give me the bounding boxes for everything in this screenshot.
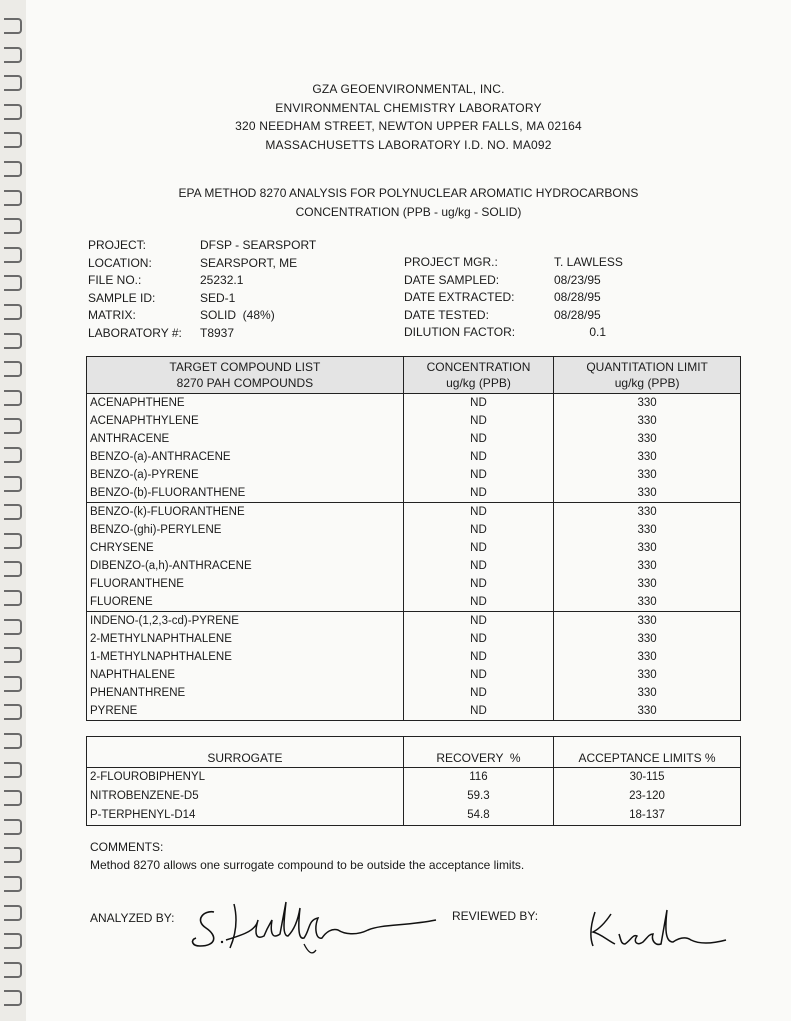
acceptance-limits-value: 23-120: [554, 787, 741, 806]
binding-ring: [4, 132, 22, 148]
matrix-value: SOLID (48%): [200, 308, 275, 322]
binding-ring: [4, 361, 22, 377]
reviewed-by-label: REVIEWED BY:: [452, 909, 539, 923]
table-row: [87, 557, 741, 575]
quantitation-limit-value: 330: [554, 466, 741, 484]
table-row: [87, 448, 741, 466]
quantitation-limit-value: 330: [554, 412, 741, 430]
quantitation-limit-value: 330: [554, 557, 741, 575]
project-mgr-label: PROJECT MGR.:: [404, 255, 498, 269]
project-label: PROJECT:: [88, 238, 147, 252]
table-row: [87, 466, 741, 484]
binding-ring: [4, 190, 22, 206]
concentration-value: ND: [403, 648, 553, 666]
binding-ring: [4, 418, 22, 434]
quantitation-limit-value: 330: [554, 448, 741, 466]
comments-text: Method 8270 allows one surrogate compound to be outside the acceptance limits.: [90, 858, 525, 872]
concentration-value: ND: [403, 684, 553, 702]
table-row: [87, 630, 741, 648]
quantitation-limit-value: 330: [554, 612, 741, 631]
table-row: [87, 684, 741, 702]
table-row: [87, 768, 741, 788]
binding-ring: [4, 876, 22, 892]
binding-ring: [4, 819, 22, 835]
analyzed-by-label: ANALYZED BY:: [90, 911, 175, 925]
compound-name: PHENANTHRENE: [87, 684, 404, 702]
table-row: [87, 648, 741, 666]
concentration-value: ND: [403, 702, 553, 721]
dilution-factor-label: DILUTION FACTOR:: [404, 325, 516, 339]
binding-ring: [4, 47, 22, 63]
concentration-value: ND: [403, 539, 553, 557]
compound-header-line1: TARGET COMPOUND LIST: [169, 360, 321, 374]
lab-address: 320 NEEDHAM STREET, NEWTON UPPER FALLS, MA 02164: [235, 119, 582, 133]
binding-ring: [4, 161, 22, 177]
sample-info-left: [88, 237, 316, 342]
binding-ring: [4, 933, 22, 949]
surrogate-name: NITROBENZENE-D5: [87, 787, 404, 806]
concentration-value: ND: [403, 521, 553, 539]
date-sampled-value: 08/23/95: [554, 272, 601, 287]
concentration-header-line2: ug/kg (PPB): [446, 376, 511, 390]
compound-name: PYRENE: [87, 702, 404, 721]
table-row: [87, 702, 741, 721]
surrogate-table-header: [87, 737, 741, 768]
compound-name: BENZO-(b)-FLUORANTHENE: [87, 484, 404, 503]
table-row: [87, 503, 741, 522]
concentration-value: ND: [403, 394, 553, 413]
surrogate-column-header: SURROGATE: [87, 737, 404, 768]
quantitation-limit-value: 330: [554, 630, 741, 648]
sample-id-label: SAMPLE ID:: [88, 290, 156, 305]
lab-header: [26, 80, 791, 154]
binding-ring: [4, 104, 22, 120]
matrix-label: MATRIX:: [88, 308, 136, 322]
compound-name: 1-METHYLNAPHTHALENE: [87, 648, 404, 666]
binding-ring: [4, 561, 22, 577]
file-no-label: FILE NO.:: [88, 273, 142, 287]
binding-ring: [4, 333, 22, 349]
concentration-value: ND: [403, 412, 553, 430]
compound-name: ACENAPHTHYLENE: [87, 412, 404, 430]
compound-name: ANTHRACENE: [87, 430, 404, 448]
lab-name: ENVIRONMENTAL CHEMISTRY LABORATORY: [275, 100, 542, 115]
binding-ring: [4, 504, 22, 520]
quantitation-limit-value: 330: [554, 521, 741, 539]
compound-name: BENZO-(k)-FLUORANTHENE: [87, 503, 404, 522]
quantitation-limit-value: 330: [554, 593, 741, 612]
binding-ring: [4, 676, 22, 692]
project-mgr-value: T. LAWLESS: [554, 255, 623, 269]
method-title-block: [26, 184, 791, 221]
quantitation-limit-value: 330: [554, 666, 741, 684]
sample-info-right: [404, 254, 623, 342]
binding-ring: [4, 962, 22, 978]
date-tested-label: DATE TESTED:: [404, 307, 489, 322]
binding-ring: [4, 18, 22, 34]
compound-name: BENZO-(a)-PYRENE: [87, 466, 404, 484]
binding-ring: [4, 590, 22, 606]
binding-ring: [4, 390, 22, 406]
concentration-value: ND: [403, 448, 553, 466]
analyzed-signature: [186, 890, 446, 960]
binding-ring: [4, 75, 22, 91]
concentration-value: ND: [403, 666, 553, 684]
surrogate-name: P-TERPHENYL-D14: [87, 806, 404, 826]
table-row: [87, 575, 741, 593]
compound-name: FLUORENE: [87, 593, 404, 612]
laboratory-number-label: LABORATORY #:: [88, 325, 182, 340]
surrogate-name: 2-FLOUROBIPHENYL: [87, 768, 404, 788]
table-row: [87, 521, 741, 539]
binding-ring: [4, 447, 22, 463]
compound-name: CHRYSENE: [87, 539, 404, 557]
binding-ring: [4, 762, 22, 778]
reviewed-signature: [581, 900, 731, 955]
file-no-value: 25232.1: [200, 273, 244, 287]
concentration-value: ND: [403, 503, 553, 522]
quantitation-limit-value: 330: [554, 648, 741, 666]
binding-ring: [4, 218, 22, 234]
concentration-value: ND: [403, 466, 553, 484]
binding-ring: [4, 733, 22, 749]
date-sampled-label: DATE SAMPLED:: [404, 272, 500, 287]
compound-name: ACENAPHTHENE: [87, 394, 404, 413]
table-row: [87, 484, 741, 503]
quantitation-limit-value: 330: [554, 575, 741, 593]
compound-table-header: [87, 357, 741, 394]
table-row: [87, 806, 741, 826]
acceptance-limits-value: 18-137: [554, 806, 741, 826]
quantitation-column-header: [554, 357, 741, 394]
method-title: EPA METHOD 8270 ANALYSIS FOR POLYNUCLEAR AROMATIC HYDROCARBONS: [178, 186, 639, 200]
quantitation-limit-value: 330: [554, 394, 741, 413]
surrogate-table: [86, 736, 741, 826]
acceptance-limits-value: 30-115: [554, 768, 741, 788]
concentration-value: ND: [403, 630, 553, 648]
binding-ring: [4, 905, 22, 921]
quantitation-limit-value: 330: [554, 430, 741, 448]
recovery-value: 54.8: [403, 806, 553, 826]
table-row: [87, 539, 741, 557]
compound-name: 2-METHYLNAPHTHALENE: [87, 630, 404, 648]
table-row: [87, 412, 741, 430]
concentration-value: ND: [403, 593, 553, 612]
spiral-binding: [0, 0, 26, 1021]
compound-name: FLUORANTHENE: [87, 575, 404, 593]
laboratory-number-value: T8937: [200, 325, 235, 340]
sample-id-value: SED-1: [200, 290, 236, 305]
quantitation-limit-value: 330: [554, 484, 741, 503]
concentration-header-line1: CONCENTRATION: [426, 360, 531, 374]
comments-label: COMMENTS:: [90, 840, 164, 854]
binding-ring: [4, 275, 22, 291]
quantitation-limit-value: 330: [554, 684, 741, 702]
method-subtitle: CONCENTRATION (PPB - ug/kg - SOLID): [295, 204, 522, 219]
compound-name: BENZO-(a)-ANTHRACENE: [87, 448, 404, 466]
compound-column-header: [87, 357, 404, 394]
table-row: [87, 394, 741, 413]
concentration-column-header: [403, 357, 553, 394]
compound-header-line2: 8270 PAH COMPOUNDS: [176, 376, 314, 390]
project-value: DFSP - SEARSPORT: [200, 238, 317, 252]
recovery-value: 59.3: [403, 787, 553, 806]
binding-ring: [4, 247, 22, 263]
compound-name: NAPHTHALENE: [87, 666, 404, 684]
company-name: GZA GEOENVIRONMENTAL, INC.: [312, 82, 505, 96]
table-row: [87, 593, 741, 612]
quantitation-limit-value: 330: [554, 503, 741, 522]
acceptance-column-header: ACCEPTANCE LIMITS %: [554, 737, 741, 768]
quantitation-limit-value: 330: [554, 702, 741, 721]
binding-ring: [4, 619, 22, 635]
date-tested-value: 08/28/95: [554, 307, 601, 322]
binding-ring: [4, 790, 22, 806]
compound-name: BENZO-(ghi)-PERYLENE: [87, 521, 404, 539]
quantitation-header-line1: QUANTITATION LIMIT: [586, 360, 708, 374]
comments-block: [90, 838, 524, 874]
quantitation-limit-value: 330: [554, 539, 741, 557]
table-row: [87, 666, 741, 684]
binding-ring: [4, 704, 22, 720]
concentration-value: ND: [403, 484, 553, 503]
compound-name: DIBENZO-(a,h)-ANTHRACENE: [87, 557, 404, 575]
recovery-column-header: RECOVERY %: [403, 737, 553, 768]
concentration-value: ND: [403, 575, 553, 593]
dilution-factor-value: 0.1: [589, 325, 606, 339]
table-row: [87, 612, 741, 631]
compound-table: [86, 356, 741, 721]
table-row: [87, 430, 741, 448]
compound-name: INDENO-(1,2,3-cd)-PYRENE: [87, 612, 404, 631]
location-label: LOCATION:: [88, 255, 152, 270]
binding-ring: [4, 476, 22, 492]
concentration-value: ND: [403, 430, 553, 448]
binding-ring: [4, 990, 22, 1006]
location-value: SEARSPORT, ME: [200, 255, 298, 270]
quantitation-header-line2: ug/kg (PPB): [614, 376, 680, 390]
lab-id: MASSACHUSETTS LABORATORY I.D. NO. MA092: [265, 137, 552, 152]
report-page: [26, 0, 791, 1021]
date-extracted-value: 08/28/95: [554, 290, 601, 304]
date-extracted-label: DATE EXTRACTED:: [404, 290, 515, 304]
concentration-value: ND: [403, 557, 553, 575]
table-row: [87, 787, 741, 806]
binding-ring: [4, 647, 22, 663]
binding-ring: [4, 304, 22, 320]
binding-ring: [4, 533, 22, 549]
binding-ring: [4, 847, 22, 863]
concentration-value: ND: [403, 612, 553, 631]
recovery-value: 116: [403, 768, 553, 788]
